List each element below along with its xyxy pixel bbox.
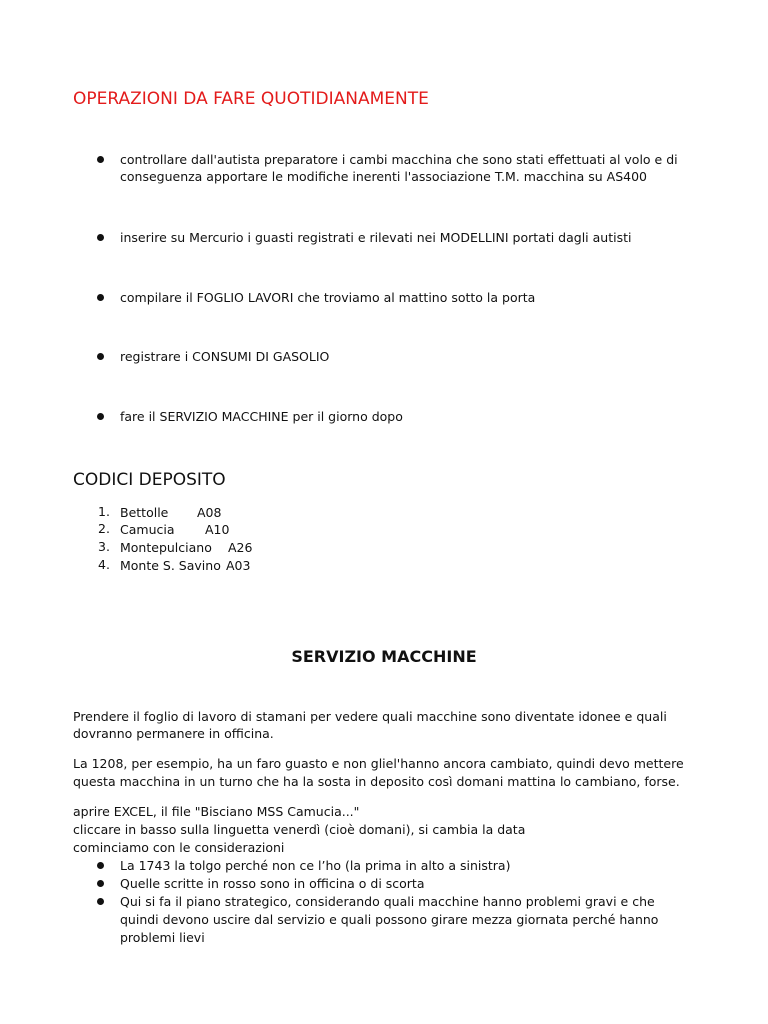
paragraph-text: Prendere il foglio di lavoro di stamani per vedere quali macchine sono diventate idonee e quali xyxy=(73,709,667,724)
bullet-text: problemi lievi xyxy=(120,930,205,945)
depot-name: Monte S. Savino xyxy=(120,558,221,573)
list-number: 2. xyxy=(98,521,110,536)
bullet-icon xyxy=(97,898,104,905)
bullet-text: quindi devono uscire dal servizio e quali possono girare mezza giornata perché hanno xyxy=(120,912,659,927)
bullet-icon xyxy=(97,156,104,163)
bullet-text: inserire su Mercurio i guasti registrati e rilevati nei MODELLINI portati dagli autisti xyxy=(120,230,632,245)
bullet-text: Quelle scritte in rosso sono in officina o di scorta xyxy=(120,876,425,891)
depot-code: A03 xyxy=(226,558,251,573)
bullet-icon xyxy=(97,862,104,869)
depot-name: Bettolle xyxy=(120,505,169,520)
paragraph-text: cliccare in basso sulla linguetta venerdì (cioè domani), si cambia la data xyxy=(73,822,526,837)
heading-servizio-macchine: SERVIZIO MACCHINE xyxy=(291,647,477,666)
bullet-icon xyxy=(97,234,104,241)
bullet-text: La 1743 la tolgo perché non ce l’ho (la prima in alto a sinistra) xyxy=(120,858,511,873)
bullet-text: Qui si fa il piano strategico, considerando quali macchine hanno problemi gravi e che xyxy=(120,894,655,909)
bullet-icon xyxy=(97,880,104,887)
depot-name: Camucia xyxy=(120,522,175,537)
bullet-text: controllare dall'autista preparatore i cambi macchina che sono stati effettuati al volo e di xyxy=(120,152,678,167)
paragraph-text: cominciamo con le considerazioni xyxy=(73,840,285,855)
paragraph-text: aprire EXCEL, il file "Bisciano MSS Camucia..." xyxy=(73,804,360,819)
heading-codici-deposito: CODICI DEPOSITO xyxy=(73,470,226,490)
heading-operazioni: OPERAZIONI DA FARE QUOTIDIANAMENTE xyxy=(73,89,429,109)
bullet-icon xyxy=(97,413,104,420)
list-number: 4. xyxy=(98,557,110,572)
paragraph-text: La 1208, per esempio, ha un faro guasto e non gliel'hanno ancora cambiato, quindi devo mettere xyxy=(73,756,684,771)
bullet-icon xyxy=(97,353,104,360)
depot-code: A26 xyxy=(228,540,253,555)
bullet-icon xyxy=(97,294,104,301)
depot-name: Montepulciano xyxy=(120,540,212,555)
bullet-text: registrare i CONSUMI DI GASOLIO xyxy=(120,349,330,364)
depot-code: A08 xyxy=(197,505,222,520)
list-number: 3. xyxy=(98,539,110,554)
list-number: 1. xyxy=(98,504,110,519)
paragraph-text: dovranno permanere in officina. xyxy=(73,726,274,741)
bullet-text: compilare il FOGLIO LAVORI che troviamo al mattino sotto la porta xyxy=(120,290,536,305)
bullet-text: conseguenza apportare le modifiche inerenti l'associazione T.M. macchina su AS400 xyxy=(120,169,647,184)
depot-code: A10 xyxy=(205,522,230,537)
bullet-text: fare il SERVIZIO MACCHINE per il giorno dopo xyxy=(120,409,403,424)
paragraph-text: questa macchina in un turno che ha la sosta in deposito così domani mattina lo cambiano, forse. xyxy=(73,774,680,789)
